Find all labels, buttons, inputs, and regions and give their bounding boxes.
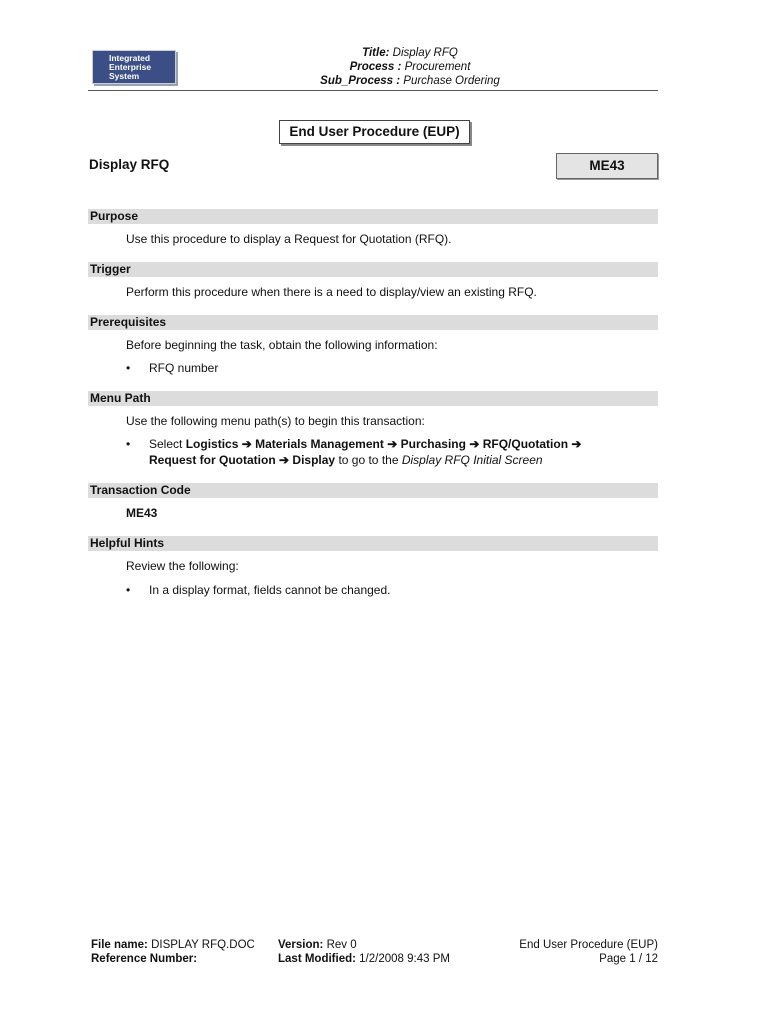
page-title: Display RFQ [89, 157, 170, 172]
menu-step: Materials Management [255, 437, 384, 451]
header-title: Title: Display RFQ [362, 47, 458, 59]
footer-version-info: Version: Rev 0 Last Modified: 1/2/2008 9:43 PM [278, 939, 450, 965]
footer-doc-type: End User Procedure (EUP) [519, 939, 658, 951]
arrow-right-icon: ➔ [279, 452, 290, 467]
header-divider [88, 90, 658, 91]
document-header [260, 46, 560, 88]
section-transaction-code-heading: Transaction Code [88, 483, 658, 498]
purpose-text: Use this procedure to display a Request for Quotation (RFQ). [126, 232, 452, 246]
section-prerequisites-heading: Prerequisites [88, 315, 658, 330]
menu-step: Purchasing [400, 437, 466, 451]
menu-step: Display [292, 452, 336, 467]
helpful-hints-text: Review the following: [126, 559, 239, 573]
bullet-icon: • [126, 437, 131, 451]
eup-title-box: End User Procedure (EUP) [279, 120, 470, 144]
arrow-right-icon: ➔ [241, 437, 252, 451]
prerequisite-item: RFQ number [149, 361, 219, 375]
arrow-right-icon: ➔ [571, 437, 582, 451]
bullet-icon: • [126, 583, 131, 597]
menu-step: RFQ/Quotation [482, 437, 569, 451]
bullet-icon: • [126, 361, 131, 375]
section-helpful-hints-heading: Helpful Hints [88, 536, 658, 551]
helpful-hint-item: In a display format, fields cannot be changed. [149, 583, 391, 597]
menu-step: Request for Quotation [149, 452, 276, 467]
trigger-text: Perform this procedure when there is a need to display/view an existing RFQ. [126, 285, 537, 299]
menu-path-text: Use the following menu path(s) to begin this transaction: [126, 414, 425, 428]
menu-step: Logistics [185, 437, 239, 451]
target-screen: Display RFQ Initial Screen [401, 452, 543, 467]
header-process: Process : Procurement [349, 61, 471, 73]
arrow-right-icon: ➔ [387, 437, 398, 451]
transaction-code-value: ME43 [126, 506, 158, 520]
section-menu-path-heading: Menu Path [88, 391, 658, 406]
integrated-enterprise-system-logo: Integrated Enterprise System [92, 50, 176, 84]
prerequisites-text: Before beginning the task, obtain the following information: [126, 338, 438, 352]
footer-page-info [519, 938, 658, 966]
arrow-right-icon: ➔ [469, 437, 480, 451]
page-number: Page 1 / 12 [599, 953, 658, 965]
header-subprocess: Sub_Process : Purchase Ordering [320, 75, 500, 87]
section-purpose-heading: Purpose [88, 209, 658, 224]
menu-path-item: Select Logistics ➔ Materials Management ➔ Purchasing ➔ RFQ/Quotation ➔ Request for Quotation ➔ Display to go to the Display RFQ Initial Screen [149, 437, 582, 467]
transaction-code-box: ME43 [556, 153, 658, 179]
footer-file-info: File name: DISPLAY RFQ.DOC Reference Number: [91, 939, 255, 965]
section-trigger-heading: Trigger [88, 262, 658, 277]
